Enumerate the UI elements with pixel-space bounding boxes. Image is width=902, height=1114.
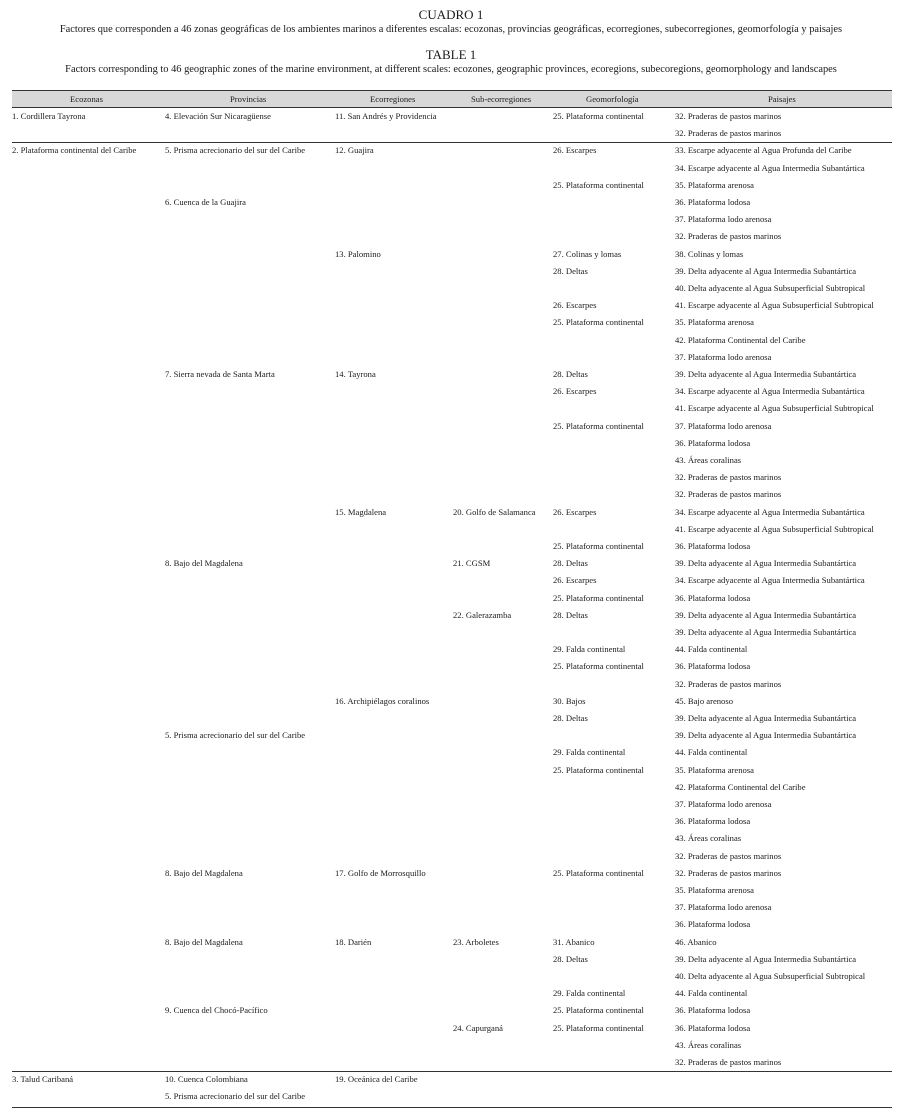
cell-ecorregion: 11. San Andrés y Providencia — [335, 111, 437, 121]
ecozone-separator — [12, 1071, 892, 1072]
caption-en-label: TABLE 1 — [425, 47, 477, 62]
cell-paisaje: 42. Plataforma Continental del Caribe — [675, 334, 806, 345]
cell-paisaje: 34. Escarpe adyacente al Agua Intermedia Subantártica — [675, 386, 865, 397]
caption-en-text: Factors corresponding to 46 geographic zones of the marine environment, at different scales: ecozones, geographic provinces, ecoregions, subecoregions, geomorphology and landscapes — [65, 64, 837, 75]
cell-paisaje: 36. Plataforma lodosa — [675, 816, 751, 827]
cell-ecorregion: 17. Golfo de Morrosquillo — [335, 867, 426, 878]
cell-geomorfologia: 25. Plataforma continental — [553, 179, 644, 190]
cell-geomorfologia: 30. Bajos — [553, 695, 586, 706]
cell-geomorfologia: 25. Plataforma continental — [553, 317, 644, 328]
cell-paisaje: 36. Plataforma lodosa — [675, 437, 751, 448]
cell-provincia: 4. Elevación Sur Nicaragüense — [165, 111, 271, 121]
cell-paisaje: 38. Colinas y lomas — [675, 248, 744, 259]
cell-geomorfologia: 29. Falda continental — [553, 747, 626, 758]
caption-es-text: Factores que corresponden a 46 zonas geográficas de los ambientes marinos a diferentes escalas: ecozonas, provincias geográficas, ecorregiones, subecorregiones, geomorfología y paisajes — [59, 24, 843, 35]
cell-geomorfologia: 29. Falda continental — [553, 988, 626, 999]
cell-paisaje: 45. Bajo arenoso — [675, 695, 733, 706]
cell-provincia: 5. Prisma acrecionario del sur del Caribe — [165, 730, 306, 741]
cell-paisaje: 35. Plataforma arenosa — [675, 179, 754, 190]
column-header-ecorregiones: Ecorregiones — [370, 94, 416, 104]
cell-subecorregion: 22. Galerazamba — [453, 609, 512, 620]
cell-paisaje: 39. Delta adyacente al Agua Intermedia Subantártica — [675, 609, 857, 620]
cell-ecorregion: 12. Guajira — [335, 145, 374, 156]
cell-paisaje: 37. Plataforma lodo arenosa — [675, 351, 772, 362]
cell-subecorregion: 23. Arboletes — [453, 936, 499, 947]
cell-geomorfologia: 25. Plataforma continental — [553, 1022, 644, 1033]
cell-paisaje: 32. Praderas de pastos marinos — [675, 111, 782, 121]
cell-paisaje: 46. Abanico — [675, 936, 717, 947]
cell-paisaje: 34. Escarpe adyacente al Agua Intermedia Subantártica — [675, 506, 865, 517]
cell-paisaje: 39. Delta adyacente al Agua Intermedia Subantártica — [675, 713, 857, 723]
cell-paisaje: 39. Delta adyacente al Agua Intermedia Subantártica — [675, 265, 857, 276]
cell-paisaje: 40. Delta adyacente al Agua Subsuperficial Subtropical — [675, 971, 866, 981]
cell-geomorfologia: 25. Plataforma continental — [553, 420, 644, 431]
column-header-ecozonas: Ecozonas — [70, 94, 103, 104]
cell-paisaje: 35. Plataforma arenosa — [675, 764, 754, 775]
cell-paisaje: 43. Áreas coralinas — [675, 455, 742, 465]
cell-ecorregion: 15. Magdalena — [335, 506, 387, 517]
cell-geomorfologia: 26. Escarpes — [553, 575, 597, 586]
cell-geomorfologia: 28. Deltas — [553, 953, 588, 964]
cell-provincia: 8. Bajo del Magdalena — [165, 558, 243, 569]
cell-paisaje: 32. Praderas de pastos marinos — [675, 850, 782, 861]
cell-paisaje: 37. Plataforma lodo arenosa — [675, 799, 772, 809]
cell-subecorregion: 24. Capurganá — [453, 1022, 503, 1033]
cell-ecorregion: 19. Oceánica del Caribe — [335, 1074, 418, 1085]
cell-paisaje: 32. Praderas de pastos marinos — [675, 472, 782, 483]
cell-paisaje: 41. Escarpe adyacente al Agua Subsuperficial Subtropical — [675, 523, 874, 534]
cell-paisaje: 32. Praderas de pastos marinos — [675, 678, 782, 689]
cell-paisaje: 37. Plataforma lodo arenosa — [675, 902, 772, 913]
cell-paisaje: 35. Plataforma arenosa — [675, 885, 754, 895]
cell-paisaje: 36. Plataforma lodosa — [675, 919, 751, 930]
cell-geomorfologia: 26. Escarpes — [553, 300, 597, 311]
cell-provincia: 8. Bajo del Magdalena — [165, 936, 243, 947]
cell-paisaje: 37. Plataforma lodo arenosa — [675, 214, 772, 225]
cell-provincia: 6. Cuenca de la Guajira — [165, 197, 246, 207]
cell-paisaje: 36. Plataforma lodosa — [675, 1005, 751, 1016]
cell-paisaje: 36. Plataforma lodosa — [675, 197, 751, 207]
cell-paisaje: 40. Delta adyacente al Agua Subsuperficial Subtropical — [675, 283, 866, 293]
column-header-geomorfologia: Geomorfología — [586, 94, 639, 104]
cell-paisaje: 42. Plataforma Continental del Caribe — [675, 781, 806, 792]
cell-geomorfologia: 25. Plataforma continental — [553, 111, 644, 121]
cell-ecozona: 1. Cordillera Tayrona — [12, 111, 86, 121]
cell-paisaje: 43. Áreas coralinas — [675, 833, 742, 844]
cell-paisaje: 32. Praderas de pastos marinos — [675, 867, 782, 878]
cell-geomorfologia: 25. Plataforma continental — [553, 541, 644, 551]
cell-geomorfologia: 26. Escarpes — [553, 145, 597, 156]
cell-geomorfologia: 31. Abanico — [553, 936, 595, 947]
cell-paisaje: 36. Plataforma lodosa — [675, 1022, 751, 1033]
cell-geomorfologia: 28. Deltas — [553, 369, 588, 379]
cell-geomorfologia: 28. Deltas — [553, 558, 588, 569]
cell-ecorregion: 16. Archipiélagos coralinos — [335, 695, 430, 706]
cell-paisaje: 34. Escarpe adyacente al Agua Intermedia Subantártica — [675, 162, 865, 173]
cell-paisaje: 44. Falda continental — [675, 747, 748, 758]
cell-ecorregion: 18. Darién — [335, 936, 372, 947]
cell-geomorfologia: 28. Deltas — [553, 265, 588, 276]
cell-provincia: 5. Prisma acrecionario del sur del Caribe — [165, 145, 306, 156]
cell-geomorfologia: 25. Plataforma continental — [553, 1005, 644, 1016]
cell-subecorregion: 21. CGSM — [453, 558, 491, 569]
cell-paisaje: 41. Escarpe adyacente al Agua Subsuperficial Subtropical — [675, 403, 874, 414]
cell-geomorfologia: 25. Plataforma continental — [553, 764, 644, 775]
cell-geomorfologia: 25. Plataforma continental — [553, 867, 644, 878]
ecozone-separator — [12, 142, 892, 143]
cell-paisaje: 33. Escarpe adyacente al Agua Profunda del Caribe — [675, 145, 852, 156]
cell-geomorfologia: 26. Escarpes — [553, 386, 597, 397]
column-header-paisajes: Paisajes — [768, 94, 796, 104]
cell-ecorregion: 14. Tayrona — [335, 369, 376, 379]
cell-paisaje: 39. Delta adyacente al Agua Intermedia Subantártica — [675, 730, 857, 741]
column-header-subecorregiones: Sub-ecorregiones — [471, 94, 532, 104]
cell-paisaje: 32. Praderas de pastos marinos — [675, 128, 782, 139]
cell-paisaje: 36. Plataforma lodosa — [675, 592, 751, 603]
cell-paisaje: 36. Plataforma lodosa — [675, 661, 751, 672]
cell-geomorfologia: 28. Deltas — [553, 713, 588, 723]
cell-paisaje: 32. Praderas de pastos marinos — [675, 489, 782, 500]
cell-paisaje: 35. Plataforma arenosa — [675, 317, 754, 328]
cell-paisaje: 39. Delta adyacente al Agua Intermedia Subantártica — [675, 953, 857, 964]
cell-geomorfologia: 25. Plataforma continental — [553, 592, 644, 603]
cell-ecozona: 3. Talud Caribaná — [12, 1074, 74, 1085]
cell-paisaje: 39. Delta adyacente al Agua Intermedia Subantártica — [675, 369, 857, 379]
table-bottom-rule — [12, 1107, 892, 1108]
cell-geomorfologia: 25. Plataforma continental — [553, 661, 644, 672]
cell-ecozona: 2. Plataforma continental del Caribe — [12, 145, 137, 156]
cell-geomorfologia: 26. Escarpes — [553, 506, 597, 517]
cell-paisaje: 43. Áreas coralinas — [675, 1039, 742, 1050]
cell-ecorregion: 13. Palomino — [335, 248, 381, 259]
cell-paisaje: 41. Escarpe adyacente al Agua Subsuperficial Subtropical — [675, 300, 874, 311]
cell-paisaje: 36. Plataforma lodosa — [675, 541, 751, 551]
cell-provincia: 7. Sierra nevada de Santa Marta — [165, 369, 275, 379]
cell-geomorfologia: 28. Deltas — [553, 609, 588, 620]
cell-paisaje: 39. Delta adyacente al Agua Intermedia Subantártica — [675, 558, 857, 569]
cell-provincia: 8. Bajo del Magdalena — [165, 867, 243, 878]
cell-provincia: 10. Cuenca Colombiana — [165, 1074, 248, 1085]
cell-paisaje: 34. Escarpe adyacente al Agua Intermedia Subantártica — [675, 575, 865, 586]
caption-es-label: CUADRO 1 — [418, 7, 484, 22]
cell-provincia: 9. Cuenca del Chocó-Pacífico — [165, 1005, 268, 1016]
cell-paisaje: 39. Delta adyacente al Agua Intermedia Subantártica — [675, 627, 857, 637]
cell-paisaje: 32. Praderas de pastos marinos — [675, 1057, 782, 1067]
cell-subecorregion: 20. Golfo de Salamanca — [453, 506, 536, 517]
cell-paisaje: 37. Plataforma lodo arenosa — [675, 420, 772, 431]
cell-geomorfologia: 27. Colinas y lomas — [553, 248, 622, 259]
cell-paisaje: 32. Praderas de pastos marinos — [675, 231, 782, 242]
cell-paisaje: 44. Falda continental — [675, 644, 748, 655]
cell-paisaje: 44. Falda continental — [675, 988, 748, 999]
cell-provincia: 5. Prisma acrecionario del sur del Caribe — [165, 1091, 306, 1102]
column-header-provincias: Provincias — [230, 94, 267, 104]
cell-geomorfologia: 29. Falda continental — [553, 644, 626, 655]
